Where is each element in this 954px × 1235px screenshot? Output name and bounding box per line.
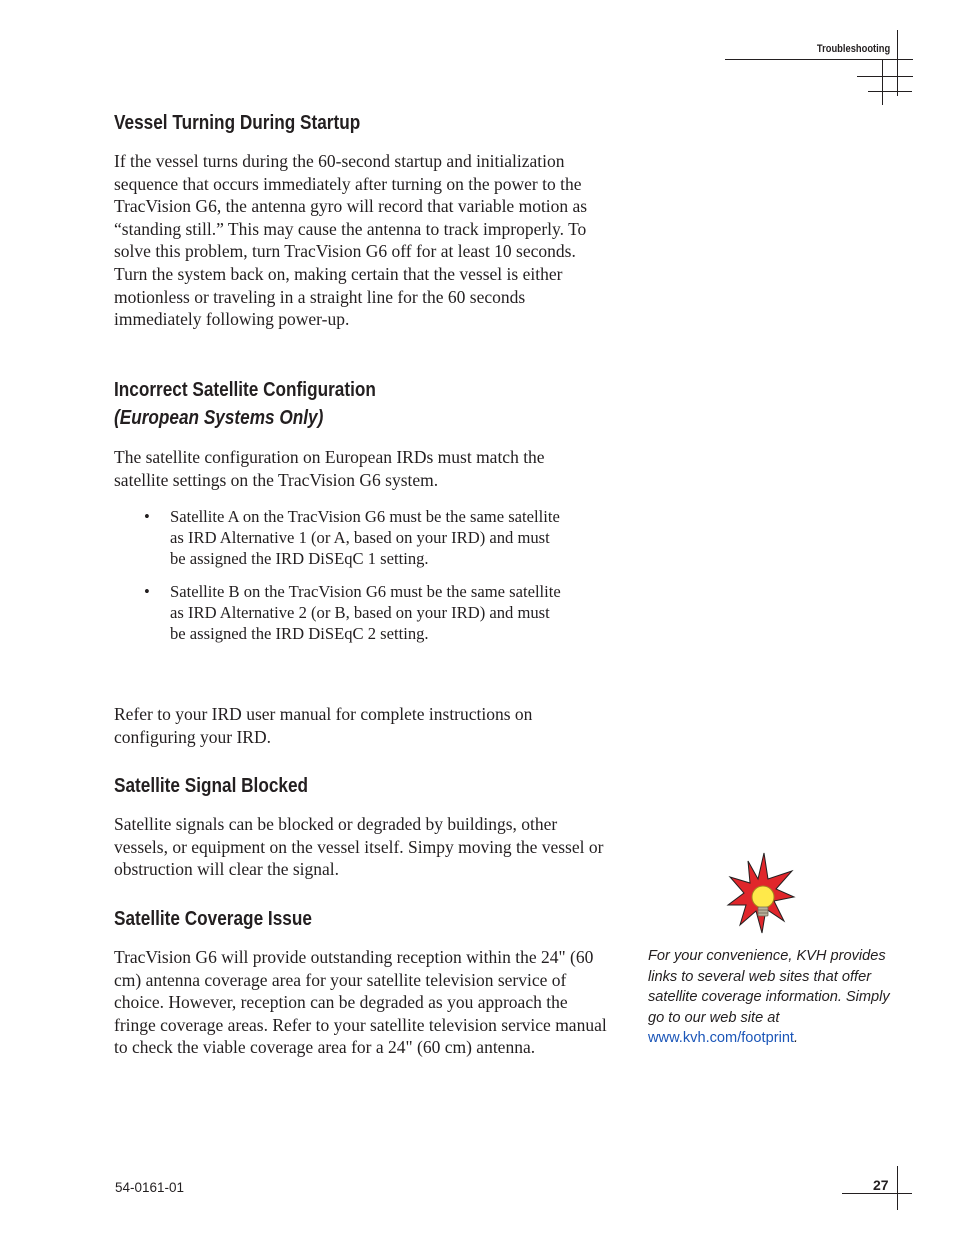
bullet-list [114,506,564,656]
footer-rule [842,1193,912,1194]
bulb-glass [752,886,774,908]
section-paragraph-vessel-turning: If the vessel turns during the 60-second startup and initialization sequence that occurs immediately after turning on the power to the TracVision G6, the antenna gyro will record that variable motion as “standing still.” This may cause the antenna to track improperly. To solve this problem, turn TracVision G6 off for at least 10 seconds. Turn the system back on, making certain that the vessel is either motionless or traveling in a straight line for the 60 seconds immediately following power-up. [114,151,588,330]
section-title-vessel-turning: Vessel Turning During Startup [114,112,361,134]
section-title-text: Incorrect Satellite Configuration [114,379,376,401]
lightbulb-burst-icon [726,851,796,936]
page-number: 27 [873,1177,889,1193]
header-crop-mark-vertical-2 [882,59,883,105]
footer-crop-mark-vertical [897,1166,898,1210]
bullet-text: Satellite B on the TracVision G6 must be the same satellite as IRD Alternative 2 (or B, based on your IRD) and must be assigned the IRD DiSEqC 2 setting. [170,582,561,643]
bullet-text: Satellite A on the TracVision G6 must be the same satellite as IRD Alternative 1 (or A, based on your IRD) and must be assigned the IRD DiSEqC 1 setting. [170,507,560,568]
running-header: Troubleshooting [816,43,890,55]
section-title-incorrect-config [114,376,376,432]
section-title-coverage-issue: Satellite Coverage Issue [114,908,312,930]
header-crop-mark-horizontal [857,76,913,77]
section-paragraph-signal-blocked: Satellite signals can be blocked or degraded by buildings, other vessels, or equipment on the vessel itself. Simpy moving the vessel or obstruction will clear the signal. [114,814,604,880]
section-closing-incorrect-config: Refer to your IRD user manual for complete instructions on configuring your IRD. [114,704,533,747]
header-rule [725,59,913,60]
bulb-base [758,907,768,916]
bullet-icon: • [144,582,150,601]
section-subtitle: (European Systems Only) [114,407,324,429]
section-paragraph-incorrect-config: The satellite configuration on European IRDs must match the satellite settings on the TracVision G6 system. [114,447,545,490]
list-item [114,506,564,569]
list-item [114,581,564,644]
doc-number: 54-0161-01 [115,1180,185,1195]
header-crop-mark-vertical [897,30,898,96]
sidebar-note [648,946,893,1049]
note-text: For your convenience, KVH provides links to several web sites that offer satellite coverage information. Simply go to our web site at [648,948,890,1026]
note-trailing: . [794,1030,799,1046]
bullet-icon: • [144,507,150,526]
header-crop-mark-horizontal-2 [868,91,912,92]
section-paragraph-coverage-issue: TracVision G6 will provide outstanding reception within the 24" (60 cm) antenna coverage area for your satellite television service of choice. However, reception can be degraded as you approach the fringe coverage areas. Refer to your satellite television service manual to check the viable coverage area for a 24" (60 cm) antenna. [114,947,607,1058]
footprint-link[interactable]: www.kvh.com/footprint [648,1030,794,1046]
section-title-signal-blocked: Satellite Signal Blocked [114,775,309,797]
